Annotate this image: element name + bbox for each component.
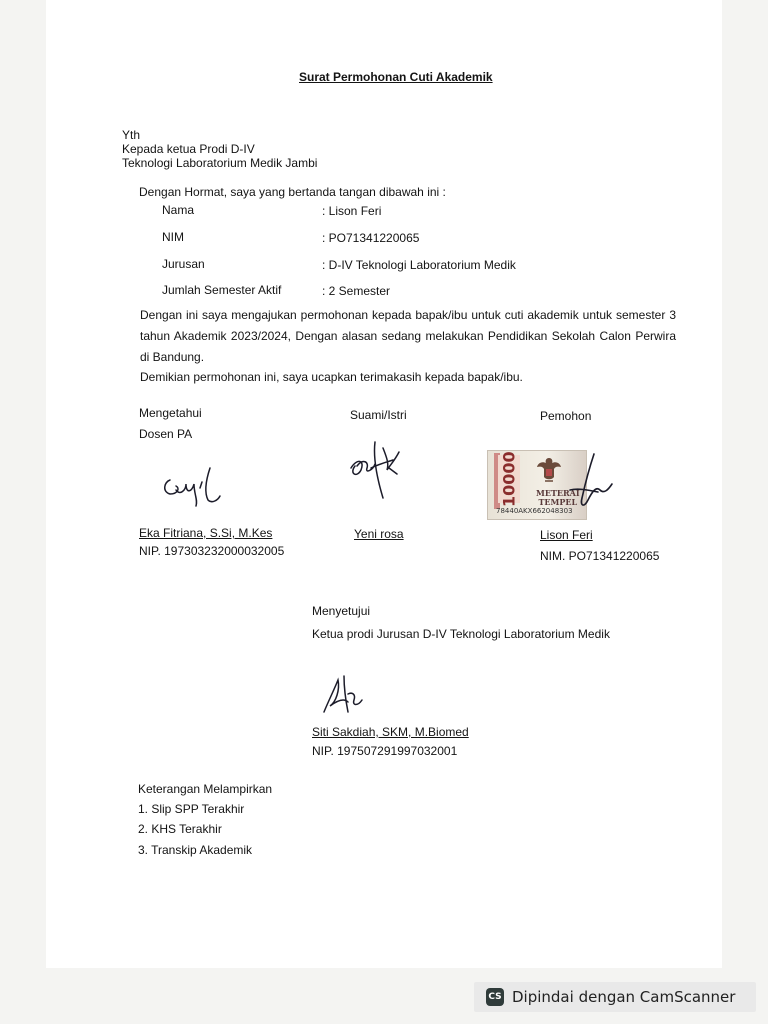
advisor-role-line-1: Mengetahui [139, 406, 202, 420]
camscanner-text: Dipindai dengan CamScanner [512, 988, 736, 1006]
stamp-label-line-2: TEMPEL [538, 497, 578, 507]
stamp-serial: 78440AKX662048303 [496, 507, 573, 515]
greeting: Dengan Hormat, saya yang bertanda tangan dibawah ini : [139, 185, 446, 199]
field-value-major: : D-IV Teknologi Laboratorium Medik [322, 258, 516, 272]
approver-role-line-1: Menyetujui [312, 604, 371, 618]
spouse-name: Yeni rosa [354, 527, 404, 541]
field-label-semester: Jumlah Semester Aktif [162, 283, 282, 297]
attachment-item-2: 2. KHS Terakhir [138, 822, 222, 836]
recipient-line-1: Yth [122, 128, 141, 142]
garuda-emblem-icon [536, 455, 562, 485]
field-label-name: Nama [162, 203, 195, 217]
applicant-name: Lison Feri [540, 528, 593, 542]
approver-signature [318, 672, 368, 718]
approver-nip: NIP. 197507291997032001 [312, 744, 458, 758]
applicant-signature [560, 450, 620, 520]
advisor-role-line-2: Dosen PA [139, 427, 193, 441]
recipient-line-3: Teknologi Laboratorium Medik Jambi [122, 156, 318, 170]
attachment-item-1: 1. Slip SPP Terakhir [138, 802, 245, 816]
recipient-line-2: Kepada ketua Prodi D-IV [122, 142, 255, 156]
stamp-label-line-1: METERAI [536, 488, 580, 498]
attachments-heading: Keterangan Melampirkan [138, 782, 273, 796]
approver-name: Siti Sakdiah, SKM, M.Biomed [312, 725, 469, 739]
field-value-name: : Lison Feri [322, 204, 382, 218]
spouse-role: Suami/Istri [350, 408, 407, 422]
advisor-nip: NIP. 197303232000032005 [139, 544, 285, 558]
advisor-name: Eka Fitriana, S.Si, M.Kes [139, 526, 273, 540]
spouse-signature [343, 438, 413, 508]
advisor-signature [158, 460, 228, 510]
field-label-nim: NIM [162, 230, 184, 244]
camscanner-logo-icon: CS [486, 988, 504, 1006]
field-value-nim: : PO71341220065 [322, 231, 420, 245]
field-value-semester: : 2 Semester [322, 284, 391, 298]
approver-role-line-2: Ketua prodi Jurusan D-IV Teknologi Laboratorium Medik [312, 627, 610, 641]
closing-sentence: Demikian permohonan ini, saya ucapkan terimakasih kepada bapak/ibu. [140, 370, 523, 384]
body-paragraph: Dengan ini saya mengajukan permohonan kepada bapak/ibu untuk cuti akademik untuk semester 3 tahun Akademik 2023/2024, Dengan alasan sedang melakukan Pendidikan Sekolah Calon Perwira di Bandung. [140, 308, 676, 364]
attachment-item-3: 3. Transkip Akademik [138, 843, 253, 857]
applicant-nim: NIM. PO71341220065 [540, 549, 660, 563]
stamp-value: 10000 [499, 451, 519, 507]
camscanner-badge [474, 982, 756, 1012]
document-title: Surat Permohonan Cuti Akademik [299, 70, 493, 84]
field-label-major: Jurusan [162, 257, 205, 271]
applicant-role: Pemohon [540, 409, 592, 423]
